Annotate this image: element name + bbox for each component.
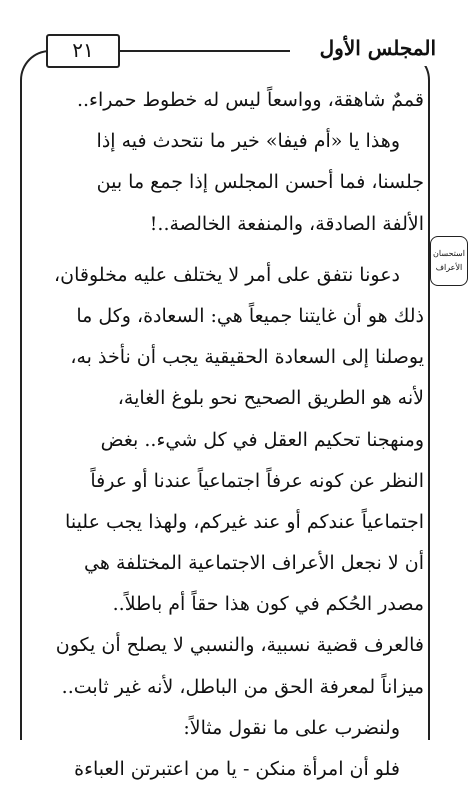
text-line: قممٌ شاهقة، وواسعاً ليس له خطوط حمراء.. [76, 89, 424, 111]
margin-note-line: استحسان [433, 249, 465, 258]
body-text [38, 80, 424, 790]
text-line: ذلك هو أن غايتنا جميعاً هي: السعادة، وكل ما [76, 304, 424, 327]
text-line: النظر عن كونه عرفاً اجتماعياً عندنا أو عرفاً [90, 469, 424, 492]
text-line: وهذا يا «أم فيفا» خير ما نتحدث فيه إذا [96, 130, 400, 153]
text-line: ومنهجنا تحكيم العقل في كل شيء.. بغض [100, 428, 424, 451]
text-line: ميزاناً لمعرفة الحق من الباطل، لأنه غير ثابت.. [61, 675, 424, 698]
text-line: فالعرف قضية نسبية، والنسبي لا يصلح أن يكون [55, 634, 424, 657]
text-line: جلسنا، فما أحسن المجلس إذا جمع ما بين [96, 171, 424, 194]
text-line: دعونا نتفق على أمر لا يختلف عليه مخلوقان، [54, 263, 400, 286]
text-line: ولنضرب على ما نقول مثالاً: [183, 716, 400, 739]
text-line: لأنه هو الطريق الصحيح نحو بلوغ الغاية، [117, 387, 424, 410]
margin-note-line: الأعراف [435, 263, 463, 272]
margin-note [430, 236, 468, 286]
text-line: مصدر الحُكم في كون هذا حقاً أم باطلاً.. [112, 593, 424, 616]
text-line: اجتماعياً عندكم أو عند غيركم، ولهذا يجب علينا [65, 510, 424, 533]
text-line: أن لا نجعل الأعراف الاجتماعية المختلفة هي [84, 552, 424, 575]
text-line: يوصلنا إلى السعادة الحقيقية يجب أن نأخذ به، [70, 346, 424, 369]
text-line: الألفة الصادقة، والمنفعة الخالصة..! [149, 212, 424, 235]
chapter-title: المجلس الأول [290, 30, 440, 66]
page-number: ٢١ [46, 34, 120, 68]
text-line: فلو أن امرأة منكن - يا من اعتبرتن العباءة [74, 758, 400, 780]
